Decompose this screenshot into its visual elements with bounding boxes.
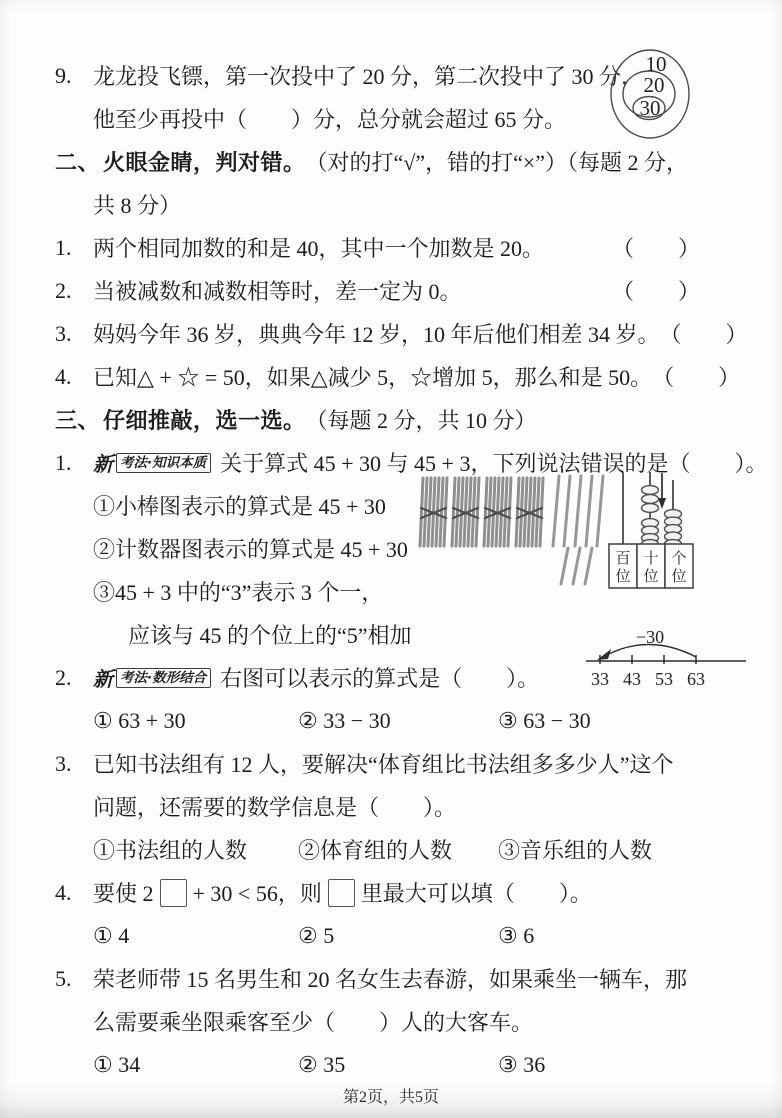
arc-arrowhead bbox=[597, 649, 611, 660]
section-title: 仔细推敲，选一选。 bbox=[103, 409, 306, 434]
add-beads-arrow bbox=[658, 473, 666, 509]
tens-label-bottom: 位 bbox=[643, 569, 659, 585]
item-number: 1. bbox=[55, 234, 72, 260]
badge-new-label: 新 bbox=[93, 452, 113, 476]
option-3: ③ 36 bbox=[498, 1051, 546, 1077]
judge-item-2 bbox=[55, 269, 755, 312]
q2-options-row bbox=[93, 699, 755, 742]
section-scoring-note: （对的打“√”，错的打“×”）（每题 2 分， bbox=[305, 150, 689, 175]
option-text: 应该与 45 的个位上的“5”相加 bbox=[128, 623, 412, 648]
option-2: ② 33 − 30 bbox=[298, 707, 391, 733]
tick-label-63: 63 bbox=[687, 669, 705, 689]
section-number: 二、 bbox=[55, 151, 101, 176]
question-text: 龙龙投飞镖，第一次投中了 20 分，第二次投中了 30 分， bbox=[93, 64, 644, 89]
section-number: 三、 bbox=[55, 409, 101, 434]
question-text: 问题，还需要的数学信息是（ ）。 bbox=[93, 795, 457, 820]
item-text: 两个相同加数的和是 40，其中一个加数是 20。 bbox=[93, 236, 545, 261]
option-2: ② 35 bbox=[298, 1051, 346, 1077]
badge-category-label: 考法·数形结合 bbox=[116, 668, 211, 688]
question-text: 关于算式 45 + 30 与 45 + 3，下列说法错误的是（ ）。 bbox=[220, 451, 768, 476]
question-number: 1. bbox=[55, 449, 72, 475]
hundreds-label-bottom: 位 bbox=[615, 569, 631, 585]
section-2-header bbox=[55, 140, 755, 183]
choice-question-5-line-1 bbox=[55, 957, 755, 1000]
item-number: 4. bbox=[55, 363, 72, 389]
question-number: 5. bbox=[55, 965, 72, 991]
question-text-part: + 30 < 56，则 bbox=[192, 881, 322, 906]
question-number: 4. bbox=[55, 879, 72, 905]
tens-label-top: 十 bbox=[643, 551, 659, 567]
new-method-badge bbox=[93, 448, 211, 477]
option-text: ①小棒图表示的算式是 45 + 30 bbox=[93, 494, 386, 519]
choice-question-3-line-2 bbox=[93, 785, 755, 828]
option-3: ③音乐组的人数 bbox=[498, 838, 653, 863]
option-1: ①书法组的人数 bbox=[93, 838, 248, 863]
item-text: 已知△ + ☆ = 50，如果△减少 5，☆增加 5，那么和是 50。 bbox=[93, 365, 653, 390]
option-text: ②计数器图表示的算式是 45 + 30 bbox=[93, 537, 408, 562]
page-footer: 第2页，共5页 bbox=[342, 1089, 439, 1106]
q5-options-row bbox=[93, 1043, 755, 1086]
ring-score-20: 20 bbox=[643, 73, 665, 97]
badge-new-label: 新 bbox=[93, 667, 113, 691]
option-2: ②体育组的人数 bbox=[298, 838, 453, 863]
blank-box bbox=[160, 879, 187, 907]
section-3-header bbox=[55, 398, 755, 441]
answer-bracket: （ ） bbox=[659, 322, 748, 347]
option-1: ① 63 + 30 bbox=[93, 707, 186, 733]
question-text: 他至少再投中（ ）分，总分就会超过 65 分。 bbox=[93, 107, 567, 132]
question-text: 右图可以表示的算式是（ ）。 bbox=[220, 666, 540, 691]
question-text-part: 要使 2 bbox=[93, 881, 154, 906]
answer-bracket: （ ） bbox=[652, 365, 741, 390]
item-text: 当被减数和减数相等时，差一定为 0。 bbox=[93, 279, 462, 304]
option-text: ③45 + 3 中的“3”表示 3 个一， bbox=[93, 580, 384, 605]
number-line-diagram bbox=[584, 628, 764, 692]
question-number: 3. bbox=[55, 750, 72, 776]
question-text: 么需要乘坐限乘客至少（ ）人的大客车。 bbox=[93, 1010, 534, 1035]
dart-target-diagram bbox=[605, 46, 701, 146]
loose-sticks-three bbox=[561, 548, 592, 584]
new-method-badge bbox=[93, 663, 211, 692]
choice-question-4-stem bbox=[55, 871, 755, 914]
q3-options-row bbox=[93, 828, 755, 871]
question-text: 荣老师带 15 名男生和 20 名女生去春游，如果乘坐一辆车，那 bbox=[93, 967, 688, 992]
question-number: 9. bbox=[55, 62, 72, 88]
option-1: ① 34 bbox=[93, 1051, 141, 1077]
choice-question-3-line-1 bbox=[55, 742, 755, 785]
section-2-header-cont bbox=[93, 183, 755, 226]
judge-item-4 bbox=[55, 355, 755, 398]
tick-label-53: 53 bbox=[655, 669, 673, 689]
ring-score-30: 30 bbox=[639, 96, 661, 120]
ring-score-10: 10 bbox=[645, 52, 667, 76]
option-3: ③ 6 bbox=[498, 922, 535, 948]
option-2: ② 5 bbox=[298, 922, 335, 948]
judge-item-1 bbox=[55, 226, 755, 269]
section-scoring-note-cont: 共 8 分） bbox=[93, 193, 182, 218]
tick-label-33: 33 bbox=[591, 669, 609, 689]
tens-added-beads bbox=[642, 486, 659, 513]
tick-label-43: 43 bbox=[623, 669, 641, 689]
choice-question-5-line-2 bbox=[93, 1000, 755, 1043]
item-text: 妈妈今年 36 岁，典典今年 12 岁，10 年后他们相差 34 岁。 bbox=[93, 322, 660, 347]
blank-box bbox=[328, 879, 355, 907]
ones-beads bbox=[665, 510, 682, 549]
answer-bracket: （ ） bbox=[611, 236, 700, 261]
q4-options-row bbox=[93, 914, 755, 957]
ones-label-top: 个 bbox=[671, 551, 687, 567]
section-scoring-note: （每题 2 分，共 10 分） bbox=[305, 408, 537, 433]
arc-label: −30 bbox=[635, 628, 665, 647]
option-3: ③ 63 − 30 bbox=[498, 707, 591, 733]
ones-label-bottom: 位 bbox=[671, 569, 687, 585]
loose-sticks-five bbox=[553, 476, 603, 546]
question-number: 2. bbox=[55, 664, 72, 690]
question-text: 已知书法组有 12 人，要解决“体育组比书法组多多少人”这个 bbox=[93, 752, 674, 777]
badge-category-label: 考法·知识本质 bbox=[116, 453, 211, 473]
judge-item-3 bbox=[55, 312, 755, 355]
sticks-and-counter-diagram bbox=[400, 468, 782, 598]
section-title: 火眼金睛，判对错。 bbox=[103, 151, 306, 176]
hundreds-label-top: 百 bbox=[615, 551, 631, 567]
option-1: ① 4 bbox=[93, 922, 130, 948]
answer-bracket: （ ） bbox=[611, 279, 700, 304]
question-text-part: 里最大可以填（ ）。 bbox=[360, 881, 592, 906]
item-number: 3. bbox=[55, 320, 72, 346]
item-number: 2. bbox=[55, 277, 72, 303]
